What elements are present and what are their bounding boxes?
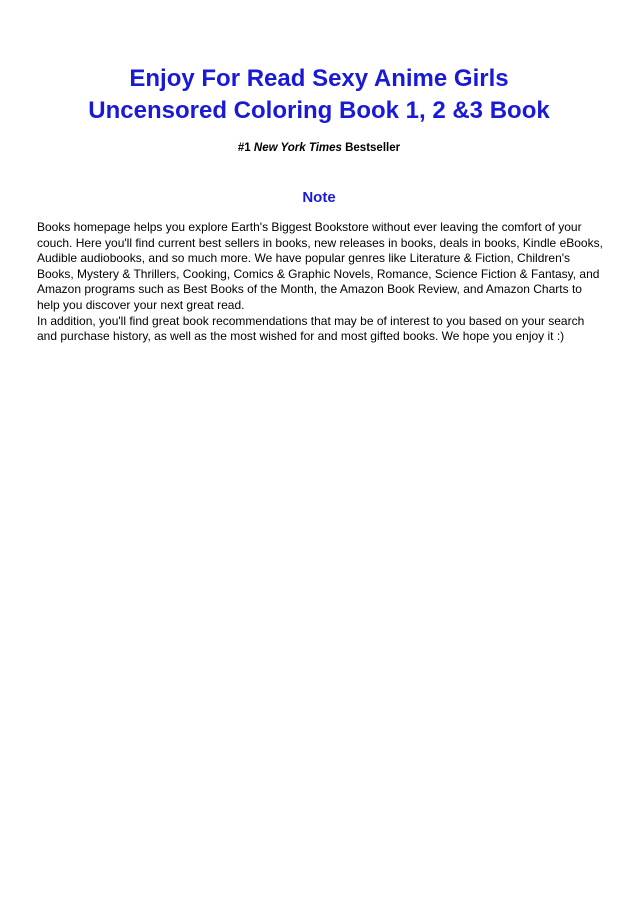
tagline-publication: New York Times [253,142,342,154]
note-paragraph-1: Books homepage helps you explore Earth's Biggest Bookstore without ever leaving the comfort of your couch. Here you'll find current best sellers in books, new releases in books, deals in books, Kindle eBooks, Audible audiobooks, and so much more. We have popular genres like Literature & Fiction, Children's Books, Mystery & Thrillers, Cooking, Comics & Graphic Novels, Romance, Science Fiction & Fantasy, and Amazon programs such as Best Books of the Month, the Amazon Book Review, and Amazon Charts to help you discover your next great read. [37,220,603,312]
tagline-prefix: #1 [237,142,254,154]
title-line-1: Enjoy For Read Sexy Anime Girls [129,65,509,92]
note-heading: Note [302,189,336,206]
title-line-2: Uncensored Coloring Book 1, 2 &3 Book [88,97,550,124]
note-body [37,220,607,345]
document-title [20,63,618,127]
bestseller-tagline [0,141,638,155]
note-paragraph-2: In addition, you'll find great book recommendations that may be of interest to you based on your search and purchase history, as well as the most wished for and most gifted books. We hope you enjoy it :) [37,313,585,344]
tagline-suffix: Bestseller [341,142,401,154]
